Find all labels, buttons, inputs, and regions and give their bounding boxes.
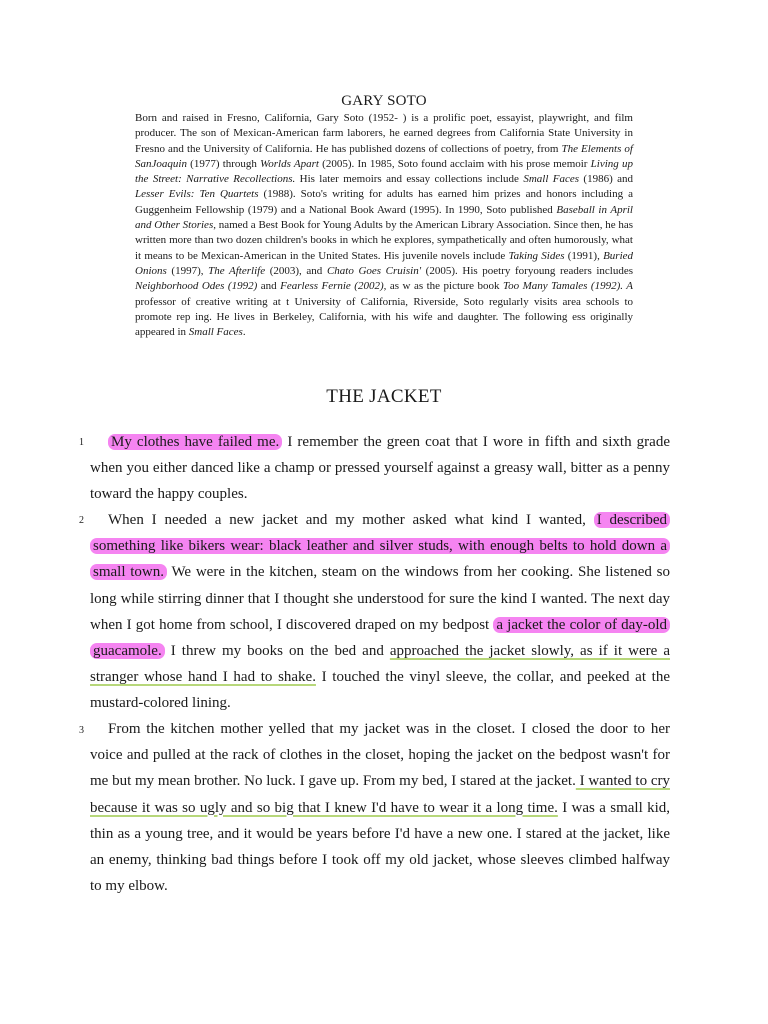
bio-paragraph bbox=[135, 111, 633, 340]
highlighted-text: My clothes have failed me. bbox=[108, 434, 282, 450]
paragraph-text: I threw my books on the bed and bbox=[164, 643, 390, 660]
book-title: Living up the Street: Narrative Recollections. bbox=[135, 157, 633, 186]
book-title: Fearless Fernie (2002), bbox=[280, 280, 387, 293]
bio-text: His later memoirs and essay collections include bbox=[295, 173, 524, 186]
paragraph-text: From the kitchen mother yelled that my jacket was in the closet. I closed the door to her voice and pulled at the rack of clothes in the closet, hoping the jacket on the bedpost wasn't for me but my mean brother. No luck. I gave up. From my bed, I stared at the jacket. bbox=[90, 721, 670, 790]
story-paragraph-2 bbox=[90, 507, 670, 717]
book-title: The Elements of SanJoaquin bbox=[135, 142, 633, 170]
bio-text: (1977) through bbox=[186, 157, 261, 170]
paragraph-text: We were in the kitchen, steam on the windows from her cooking. She listened so long while stirring dinner that I thought she understood for sure the kind I wanted. The next day when I got home from school, I discovered draped on my bedpost bbox=[90, 564, 670, 633]
book-title: Small Faces bbox=[188, 326, 243, 339]
highlighted-text: a jacket the color of day-old guacamole. bbox=[90, 617, 670, 659]
bio-text: (1991), bbox=[564, 249, 604, 262]
paragraph-number: 3 bbox=[79, 725, 84, 736]
author-heading: GARY SOTO bbox=[341, 93, 427, 109]
author-bio bbox=[135, 111, 633, 340]
paragraph-text: When I needed a new jacket and my mother asked what kind I wanted, bbox=[108, 512, 594, 528]
bio-text: professor of creative writing at t University of California, Riverside, Soto regularly visits area schools to promote rep ing. He lives in Berkeley, California, with his wife and daughter. The following ess originally appeared in bbox=[135, 295, 633, 339]
bio-text: . bbox=[242, 326, 246, 339]
story-paragraph-3 bbox=[90, 716, 670, 899]
bio-text: (2005). In 1985, Soto found acclaim with his prose memoir bbox=[318, 157, 591, 170]
book-title: Baseball in April and Other Stories bbox=[135, 203, 633, 232]
paragraph-number: 2 bbox=[79, 515, 84, 526]
book-title: Neighborhood Odes (1992) bbox=[135, 280, 258, 293]
book-title: Too Many Tamales (1992). A bbox=[503, 280, 633, 293]
bio-text: (1986) and bbox=[579, 173, 633, 186]
bio-text: (1988). Soto's writing for adults has earned him prizes and honors including a Guggenheim Fellowship (1979) and a National Book Award (1995). In 1990, Soto published bbox=[135, 188, 634, 216]
bio-text: Born and raised in Fresno, California, Gary Soto (1952- ) is a prolific poet, essayist, playwright, and film producer. The son of Mexican-American farm laborers, he earned degrees from California State University in Fresno and the University of California. He has published dozens of collections of poetry, from bbox=[135, 112, 633, 155]
book-title: Chato Goes Cruisin' bbox=[326, 264, 422, 277]
bio-text: and bbox=[257, 280, 281, 293]
paragraph-text: I was a small kid, thin as a young tree, and it would be years before I'd have a new one. I stared at the jacket, like an enemy, thinking bad things before I took off my old jacket, whose sleeves climbed halfway to my elbow. bbox=[90, 799, 670, 895]
bio-text: (1997), bbox=[166, 264, 209, 277]
book-title: The Afterlife bbox=[208, 264, 266, 277]
paragraph-number: 1 bbox=[79, 437, 84, 448]
paragraph-text: I touched the vinyl sleeve, the collar, and peeked at the mustard-colored lining. bbox=[90, 669, 670, 712]
bio-text: as w as the picture book bbox=[386, 280, 504, 293]
book-title: Taking Sides bbox=[508, 249, 565, 262]
book-title: Buried Onions bbox=[135, 249, 634, 277]
story-paragraph-1 bbox=[90, 429, 670, 508]
highlighted-text: I described something like bikers wear: black leather and silver studs, with enough belts to hold down a small town. bbox=[90, 512, 670, 580]
book-title: Lesser Evils: Ten Quartets bbox=[135, 188, 259, 201]
paragraph-text: I remember the green coat that I wore in fifth and sixth grade when you either danced like a champ or pressed yourself against a greasy wall, bitter as a penny toward the happy couples. bbox=[90, 434, 670, 503]
underlined-text: I wanted to cry because it was so ugly and so big that I knew I'd have to wear it a long time. bbox=[90, 773, 670, 816]
bio-text: (2005). His poetry foryoung readers includes bbox=[421, 264, 634, 277]
bio-text: , named a Best Book for Young Adults by the American Library Association. Since then, he has written more than two dozen children's books in which he explores, sympathetically and often humorously, what it means to be Mexican-American in the United States. His juvenile novels include bbox=[135, 219, 634, 262]
story-title: THE JACKET bbox=[326, 386, 442, 407]
bio-text: (2003), and bbox=[265, 264, 327, 277]
book-title: Worlds Apart bbox=[260, 157, 319, 170]
book-title: Small Faces bbox=[523, 173, 580, 186]
underlined-text: approached the jacket slowly, as if it were a stranger whose hand I had to shake. bbox=[90, 643, 670, 686]
